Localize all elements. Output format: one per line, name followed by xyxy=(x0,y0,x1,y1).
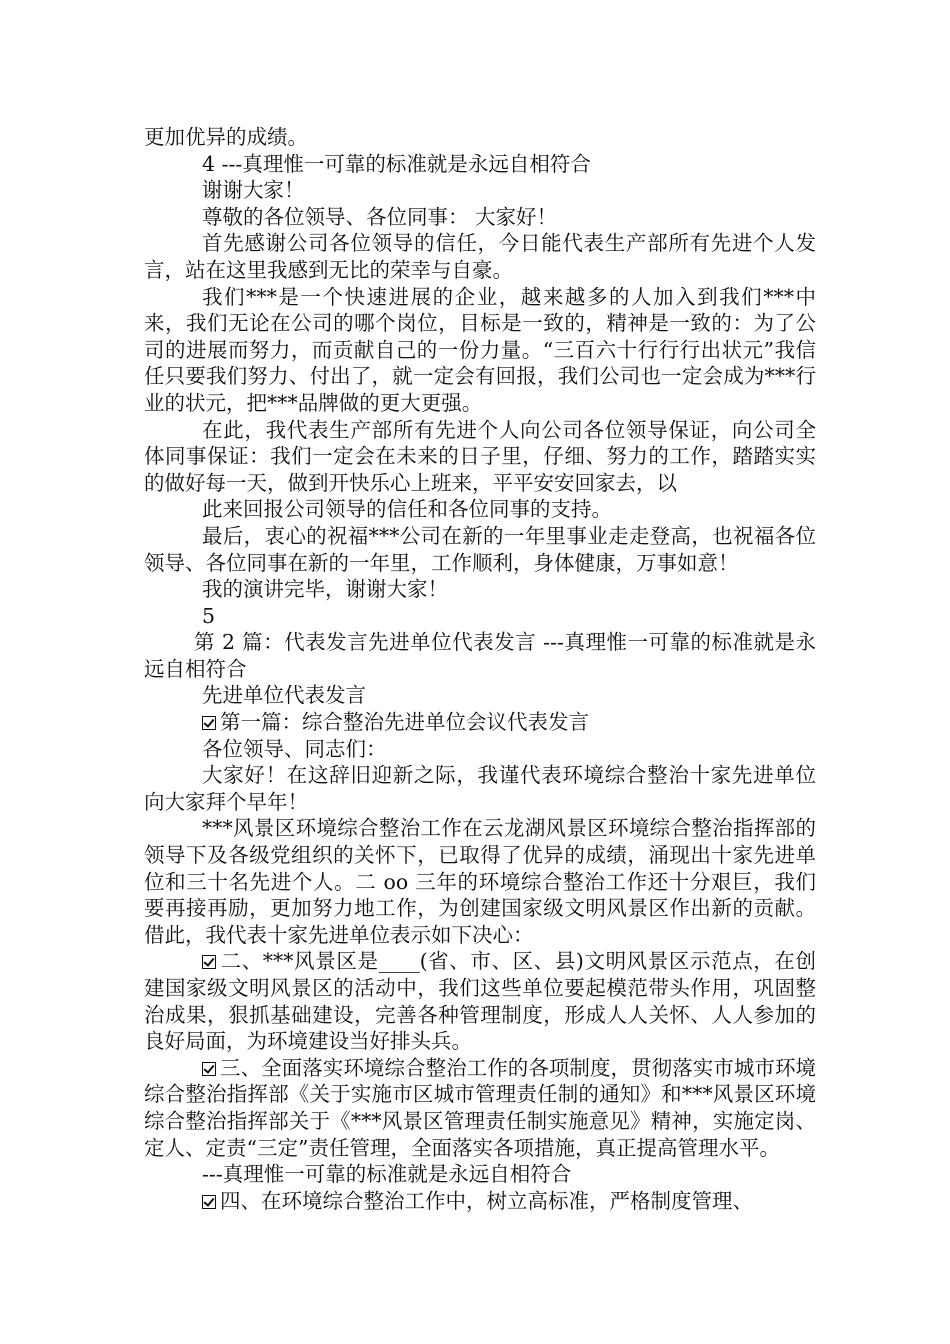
page-footer-line xyxy=(144,151,816,178)
paragraph xyxy=(144,230,816,283)
paragraph xyxy=(144,576,816,603)
checkbox-icon xyxy=(202,955,216,969)
paragraph-text: 最后，衷心的祝福***公司在新的一年里事业走走登高，也祝福各位领导、各位同事在新的一年里，工作顺利，身体健康，万事如意！ xyxy=(144,523,816,575)
paragraph-text: 四、在环境综合整治工作中，树立高标准，严格制度管理、 xyxy=(220,1188,753,1213)
section-heading xyxy=(144,629,816,682)
paragraph-text: 第 2 篇：代表发言先进单位代表发言 ---真理惟一可靠的标准就是永远自相符合 xyxy=(144,630,816,681)
paragraph-text: 先进单位代表发言 xyxy=(202,683,366,708)
paragraph-text: 我的演讲完毕，谢谢大家！ xyxy=(202,577,448,602)
sub-heading xyxy=(144,682,816,709)
paragraph-text: 三、全面落实环境综合整治工作的各项制度，贯彻落实市城市环境综合整治指挥部《关于实施市区城市管理责任制的通知》和***风景区环境综合整治指挥部关于《***风景区管理责任制实施意见》精神，实施定岗、定人、定责“三定”责任管理，全面落实各项措施，真正提高管理水平。 xyxy=(144,1055,816,1160)
paragraph-greeting xyxy=(144,736,816,763)
paragraph-text: 尊敬的各位领导、各位同事： 大家好！ xyxy=(202,204,558,229)
checkbox-paragraph xyxy=(144,948,816,1054)
paragraph-text: 5 xyxy=(202,603,216,628)
paragraph-continuation xyxy=(144,124,816,151)
checkbox-paragraph xyxy=(144,1055,816,1161)
paragraph xyxy=(144,496,816,523)
paragraph xyxy=(144,815,816,948)
paragraph-text: 4 ---真理惟一可靠的标准就是永远自相符合 xyxy=(202,151,591,176)
paragraph xyxy=(144,417,816,497)
paragraph-text: 首先感谢公司各位领导的信任，今日能代表生产部所有先进个人发言，站在这里我感到无比的荣幸与自豪。 xyxy=(144,231,816,282)
paragraph-text: 在此，我代表生产部所有先进个人向公司各位领导保证，向公司全体同事保证：我们一定会在未来的日子里，仔细、努力的工作，踏踏实实的做好每一天，做到开快乐心上班来，平平安安回家去，以 xyxy=(144,417,816,495)
paragraph-text: 各位领导、同志们： xyxy=(202,736,387,761)
page-number xyxy=(144,603,816,630)
paragraph xyxy=(144,284,816,417)
paragraph-text: 我们***是一个快速进展的企业，越来越多的人加入到我们***中来，我们无论在公司的哪个岗位，目标是一致的，精神是一致的：为了公司的进展而努力，而贡献自己的一份力量。“三百六十行行行出状元”我信任只要我们努力、付出了，就一定会有回报，我们公司也一定会成为***行业的状元，把***品牌做的更大更强。 xyxy=(144,284,816,415)
paragraph xyxy=(144,177,816,204)
paragraph xyxy=(144,762,816,815)
paragraph-greeting xyxy=(144,204,816,231)
page-footer-line xyxy=(144,1161,816,1188)
checkbox-paragraph xyxy=(144,1188,816,1215)
checkbox-icon xyxy=(202,1062,216,1076)
paragraph-text: 此来回报公司领导的信任和各位同事的支持。 xyxy=(202,497,612,522)
paragraph-text: 更加优异的成绩。 xyxy=(144,125,308,149)
paragraph-text: 第一篇：综合整治先进单位会议代表发言 xyxy=(220,710,589,735)
checkbox-icon xyxy=(202,716,216,730)
document-body xyxy=(144,124,816,1214)
paragraph-text: 谢谢大家！ xyxy=(202,178,305,203)
paragraph-text: 大家好！在这辞旧迎新之际，我谨代表环境综合整治十家先进单位向大家拜个早年！ xyxy=(144,763,816,814)
checkbox-paragraph xyxy=(144,709,816,736)
paragraph xyxy=(144,523,816,576)
paragraph-text: ---真理惟一可靠的标准就是永远自相符合 xyxy=(202,1162,572,1187)
paragraph-text: 二、***风景区是____(省、市、区、县)文明风景区示范点，在创建国家级文明风景区的活动中，我们这些单位要起模范带头作用，巩固整治成果，狠抓基础建设，完善各种管理制度，形成人人关怀、人人参加的良好局面，为环境建设当好排头兵。 xyxy=(144,949,816,1054)
checkbox-icon xyxy=(202,1195,216,1209)
paragraph-text: ***风景区环境综合整治工作在云龙湖风景区环境综合整治指挥部的领导下及各级党组织的关怀下，已取得了优异的成绩，涌现出十家先进单位和三十名先进个人。二 oo 三年的环境综合整治工作还十分艰巨，我们要再接再励，更加努力地工作，为创建国家级文明风景区作出新的贡献。借此，我代表十家先进单位表示如下决心： xyxy=(144,816,816,947)
